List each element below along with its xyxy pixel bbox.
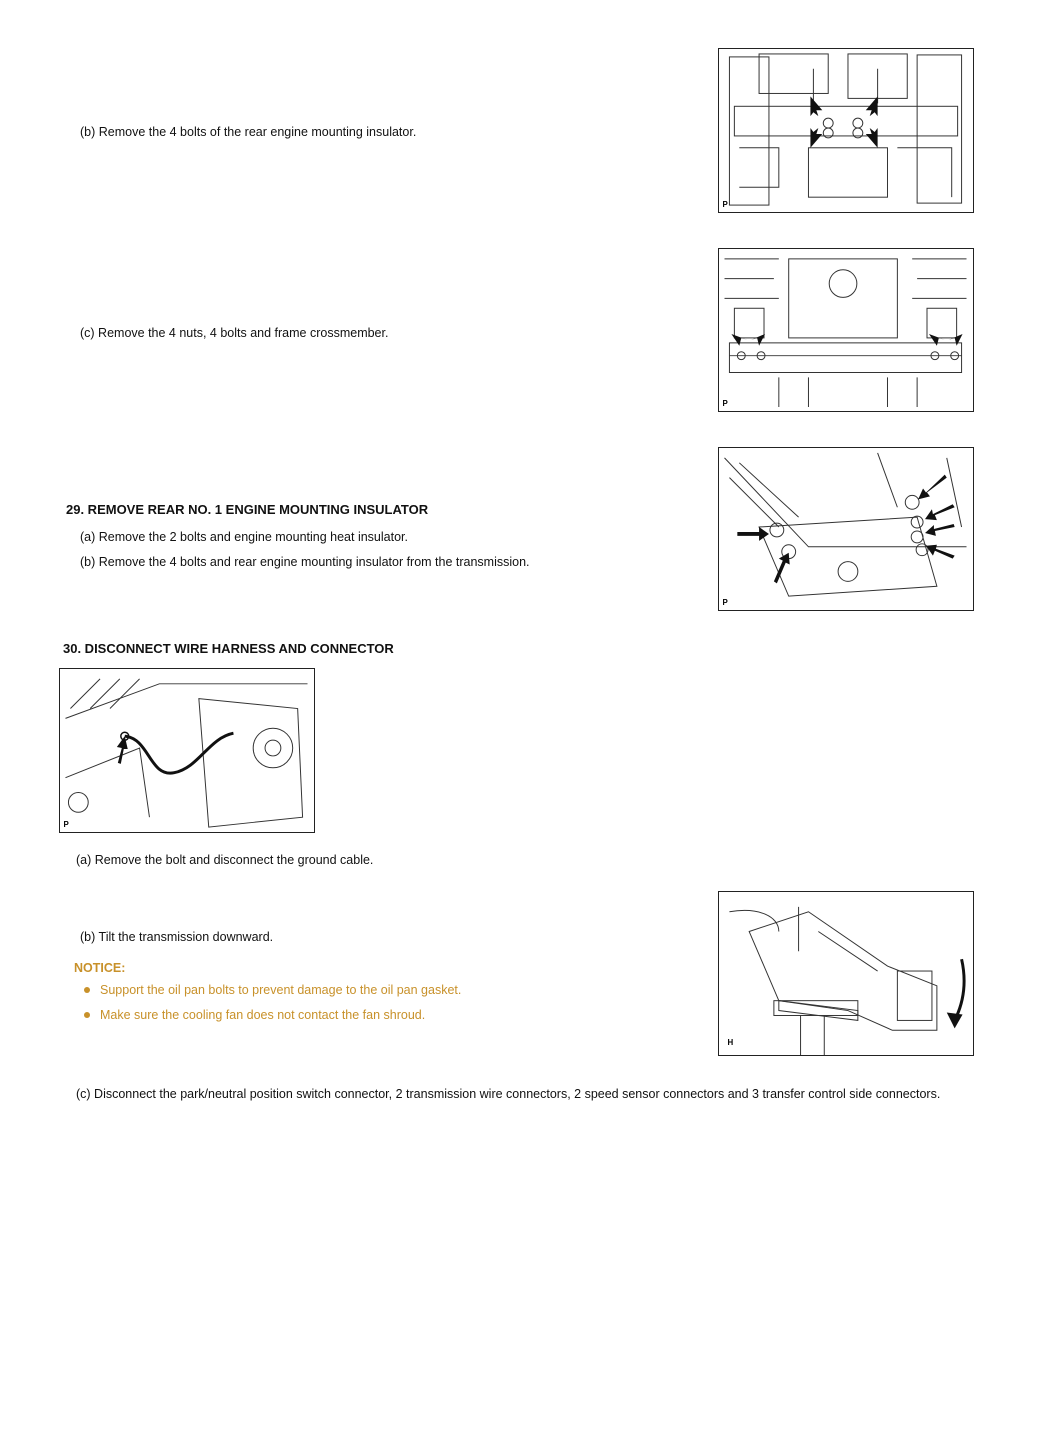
step-30-heading: 30. DISCONNECT WIRE HARNESS AND CONNECTOR [63, 641, 394, 656]
figure-code: P [722, 200, 728, 210]
bullet-icon [84, 987, 90, 993]
illustration-ground-cable [60, 669, 314, 832]
figure-rear-mount-bolts [718, 48, 974, 213]
step-29b-text: (b) Remove the 4 bolts and rear engine mounting insulator from the transmission. [80, 555, 530, 569]
notice-item [84, 983, 461, 997]
figure-code: H [727, 1038, 734, 1048]
illustration-tilt-transmission [719, 892, 973, 1055]
figure-code: P [63, 820, 69, 830]
step-29a-text: (a) Remove the 2 bolts and engine mounting heat insulator. [80, 530, 408, 544]
illustration-rear-mount-bolts [719, 49, 973, 212]
figure-code: P [722, 399, 728, 409]
figure-frame-crossmember [718, 248, 974, 412]
step-30b-text: (b) Tilt the transmission downward. [80, 930, 274, 944]
figure-tilt-transmission [718, 891, 974, 1056]
step-28b-text: (b) Remove the 4 bolts of the rear engine mounting insulator. [80, 125, 417, 139]
illustration-rear-mount-insulator [719, 448, 973, 610]
notice-item [84, 1008, 425, 1022]
step-30a-text: (a) Remove the bolt and disconnect the ground cable. [76, 853, 374, 867]
figure-rear-mount-insulator [718, 447, 974, 611]
illustration-frame-crossmember [719, 249, 973, 411]
figure-ground-cable [59, 668, 315, 833]
notice-title: NOTICE: [74, 961, 126, 975]
step-28c-text: (c) Remove the 4 nuts, 4 bolts and frame crossmember. [80, 326, 389, 340]
bullet-icon [84, 1012, 90, 1018]
step-30c-text: (c) Disconnect the park/neutral position switch connector, 2 transmission wire connectors, 2 speed sensor connectors and 3 transfer control side connectors. [76, 1087, 941, 1101]
figure-code: P [722, 598, 728, 608]
step-29-heading: 29. REMOVE REAR NO. 1 ENGINE MOUNTING INSULATOR [66, 502, 429, 517]
notice-text: Support the oil pan bolts to prevent damage to the oil pan gasket. [100, 983, 462, 997]
notice-text: Make sure the cooling fan does not contact the fan shroud. [100, 1008, 426, 1022]
